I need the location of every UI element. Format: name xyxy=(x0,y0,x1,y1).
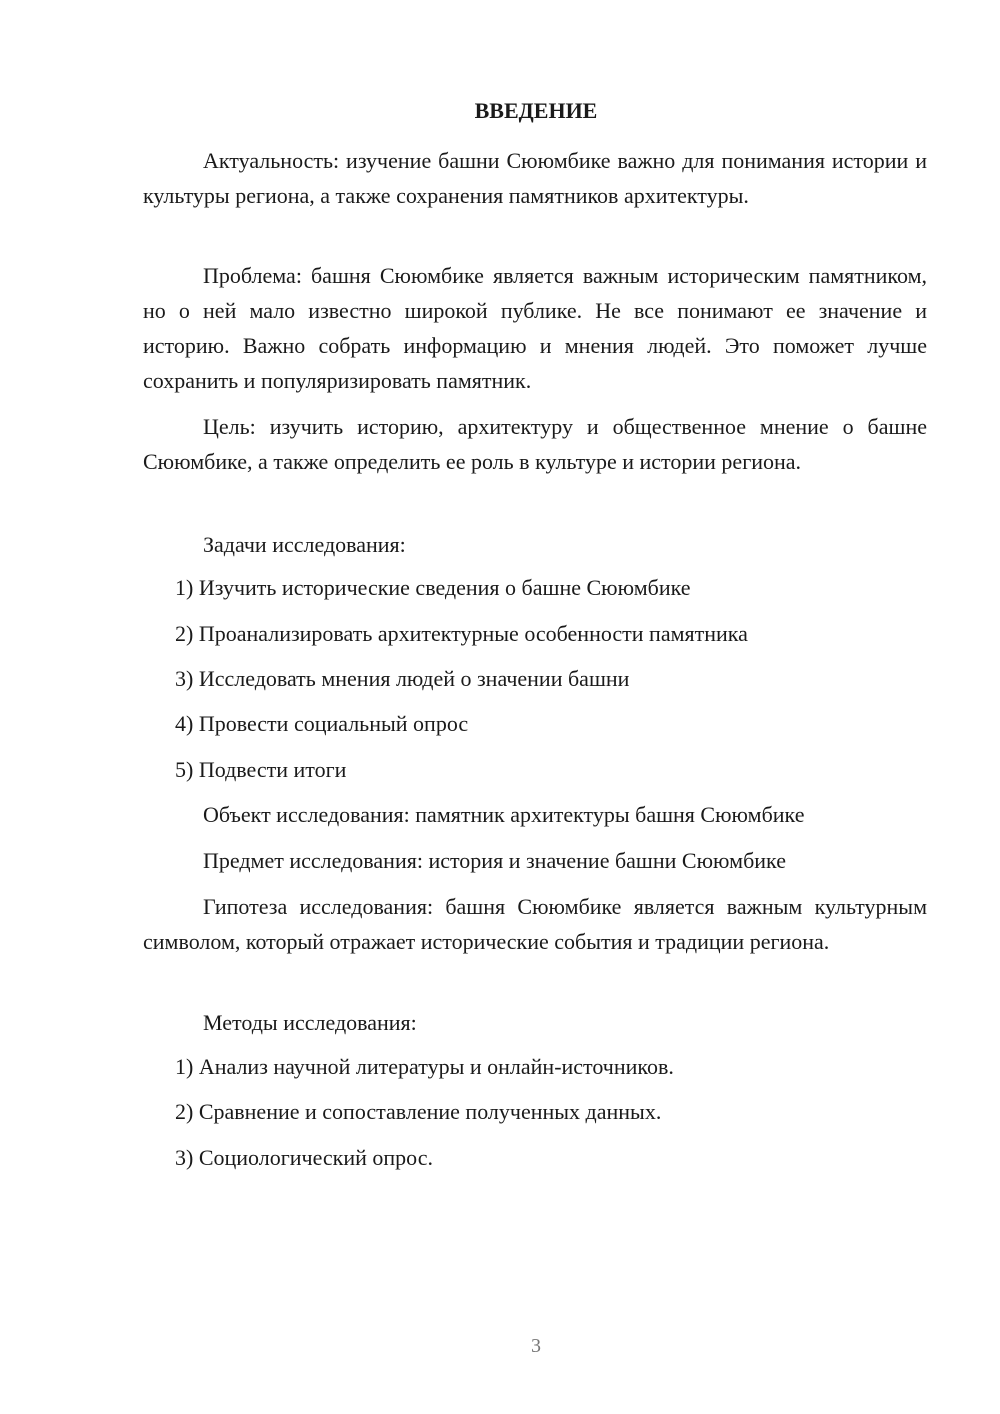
relevance-paragraph: Актуальность: изучение башни Сююмбике важно для понимания истории и культуры региона, а также сохранения памятников архитектуры. xyxy=(143,148,927,208)
task-item-1: 1) Изучить исторические сведения о башне Сююмбике xyxy=(175,575,691,600)
problem-paragraph: Проблема: башня Сююмбике является важным историческим памятником, но о ней мало известно широкой публике. Не все понимают ее значение и историю. Важно собрать информацию и мнения людей. Это поможет лучше сохранить и популяризировать памятник. xyxy=(143,263,927,393)
task-item-5: 5) Подвести итоги xyxy=(175,757,347,782)
method-item-1: 1) Анализ научной литературы и онлайн-источников. xyxy=(175,1054,674,1079)
page-title: ВВЕДЕНИЕ xyxy=(474,98,598,123)
task-item-4: 4) Провести социальный опрос xyxy=(175,711,469,736)
task-item-3: 3) Исследовать мнения людей о значении башни xyxy=(175,666,630,691)
subject-line: Предмет исследования: история и значение башни Сююмбике xyxy=(203,848,786,873)
methods-heading: Методы исследования: xyxy=(203,1010,417,1035)
hypothesis-paragraph: Гипотеза исследования: башня Сююмбике является важным культурным символом, который отражает исторические события и традиции региона. xyxy=(143,894,927,954)
method-item-3: 3) Социологический опрос. xyxy=(175,1145,433,1170)
page-number: 3 xyxy=(531,1335,541,1357)
object-line: Объект исследования: памятник архитектуры башня Сююмбике xyxy=(203,802,805,827)
method-item-2: 2) Сравнение и сопоставление полученных данных. xyxy=(175,1099,662,1124)
tasks-heading: Задачи исследования: xyxy=(203,532,406,557)
task-item-2: 2) Проанализировать архитектурные особенности памятника xyxy=(175,621,748,646)
goal-paragraph: Цель: изучить историю, архитектуру и общественное мнение о башне Сююмбике, а также определить ее роль в культуре и истории региона. xyxy=(143,414,927,474)
